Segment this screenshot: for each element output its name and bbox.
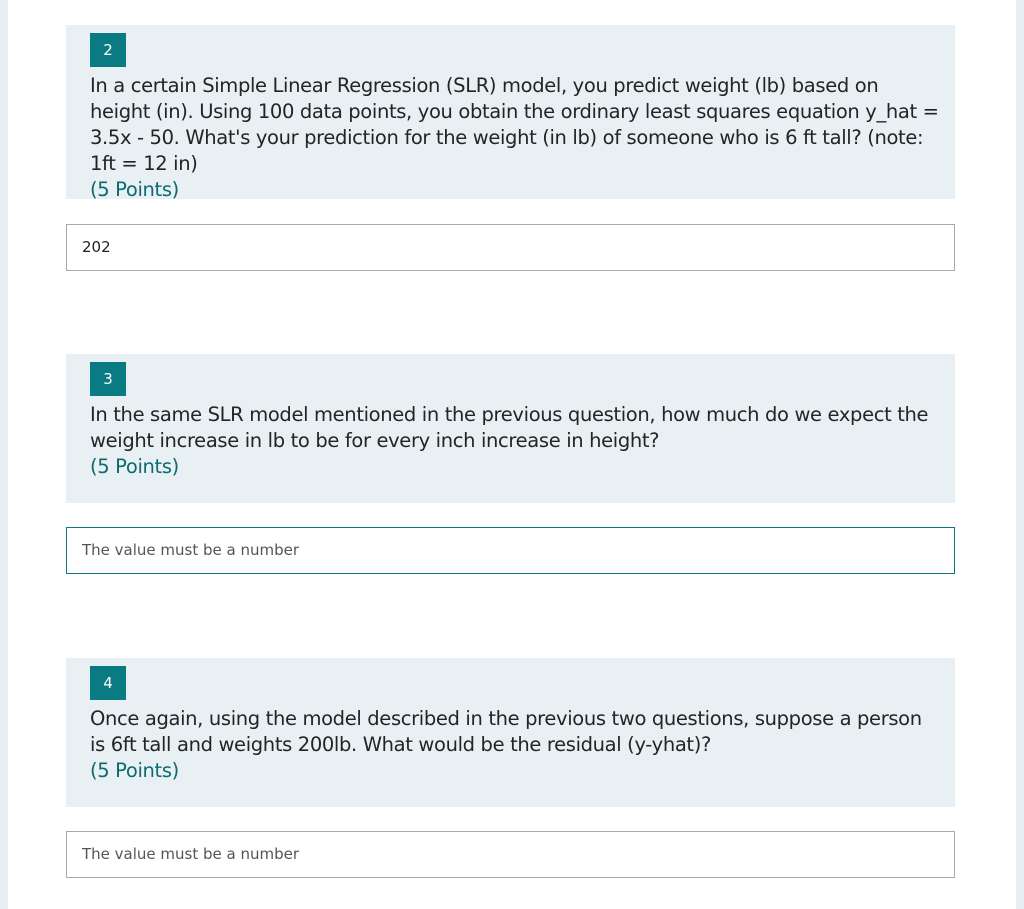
answer-input-3[interactable]: The value must be a number — [66, 527, 955, 574]
answer-input-2[interactable]: 202 — [66, 224, 955, 271]
question-points: (5 Points) — [90, 455, 179, 478]
question-text — [90, 706, 940, 784]
question-points: (5 Points) — [90, 178, 179, 201]
question-prompt: Once again, using the model described in the previous two questions, suppose a person is 6ft tall and weights 200lb. What would be the residual (y-yhat)? — [90, 707, 922, 756]
question-block-3 — [66, 354, 955, 503]
form-page — [8, 0, 1016, 909]
question-block-4 — [66, 658, 955, 807]
question-prompt: In the same SLR model mentioned in the previous question, how much do we expect the weight increase in lb to be for every inch increase in height? — [90, 403, 929, 452]
question-prompt: In a certain Simple Linear Regression (SLR) model, you predict weight (lb) based on height (in). Using 100 data points, you obtain the ordinary least squares equation y_hat = 3.5x - 50. What's your prediction for the weight (in lb) of someone who is 6 ft tall? (note: 1ft = 12 in) — [90, 74, 939, 175]
question-number-badge: 4 — [90, 666, 126, 700]
question-number-badge: 2 — [90, 33, 126, 67]
question-block-2 — [66, 25, 955, 199]
answer-input-4[interactable]: The value must be a number — [66, 831, 955, 878]
question-points: (5 Points) — [90, 759, 179, 782]
question-text — [90, 73, 940, 203]
question-text — [90, 402, 940, 480]
question-number-badge: 3 — [90, 362, 126, 396]
